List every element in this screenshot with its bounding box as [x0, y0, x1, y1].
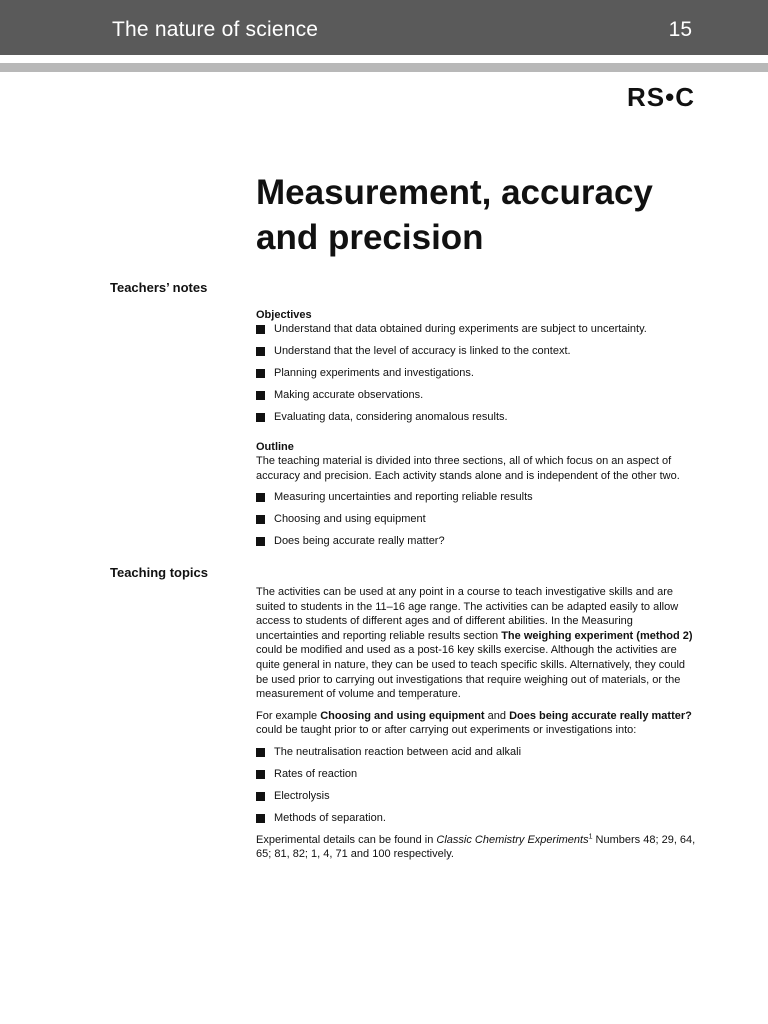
- teaching-topics-para-3: Experimental details can be found in Classic Chemistry Experiments$^1$ Numbers 48; 29, 64, 65; 81, 82; 1, 4, 71 and 100 respectively.: [256, 832, 696, 861]
- bullet-square-icon: [256, 537, 265, 546]
- rsc-logo: RS•C: [627, 82, 695, 112]
- list-item: Electrolysis: [256, 789, 696, 804]
- title-line-1: Measurement, accuracy: [256, 173, 653, 212]
- list-item: Does being accurate really matter?: [256, 534, 696, 549]
- objectives-section: [256, 308, 696, 431]
- objectives-heading: Objectives: [256, 309, 312, 321]
- list-item: Planning experiments and investigations.: [256, 366, 696, 381]
- teaching-topics-para-2: For example Choosing and using equipment and Does being accurate really matter? could be taught prior to or after carrying out experiments or investigations into:: [256, 709, 692, 737]
- chapter-title: The nature of science: [112, 18, 319, 41]
- objectives-list: [256, 322, 696, 424]
- list-item: Rates of reaction: [256, 767, 696, 782]
- teachers-notes-heading: Teachers’ notes: [110, 280, 208, 295]
- bullet-square-icon: [256, 770, 265, 779]
- outline-list: [256, 490, 696, 548]
- title-line-2: and precision: [256, 218, 484, 257]
- list-item: Methods of separation.: [256, 811, 696, 826]
- page-number: 15: [668, 18, 692, 41]
- bullet-square-icon: [256, 515, 265, 524]
- topics-list: [256, 745, 696, 825]
- bullet-square-icon: [256, 391, 265, 400]
- bullet-square-icon: [256, 369, 265, 378]
- bullet-square-icon: [256, 413, 265, 422]
- outline-section: [256, 440, 696, 556]
- outline-text: The teaching material is divided into three sections, all of which focus on an aspect of accuracy and precision. Each activity stands alone and is independent of the other two.: [256, 455, 680, 482]
- bullet-square-icon: [256, 792, 265, 801]
- list-item: The neutralisation reaction between acid and alkali: [256, 745, 696, 760]
- list-item: Choosing and using equipment: [256, 512, 696, 527]
- list-item: Evaluating data, considering anomalous results.: [256, 410, 696, 425]
- list-item: Measuring uncertainties and reporting reliable results: [256, 490, 696, 505]
- bullet-square-icon: [256, 493, 265, 502]
- list-item: Understand that data obtained during experiments are subject to uncertainty.: [256, 322, 696, 337]
- teaching-topics-para-1: The activities can be used at any point in a course to teach investigative skills and are suited to students in the 11–16 age range. The activities can be adapted easily to allow access to students of different ages and of different abilities. In the Measuring uncertainties and reporting reliable results section The weighing experiment (method 2) could be modified and used as a post-16 key skills exercise. Although the activities are quite general in nature, they can be used to teach specific skills. Alternatively, they could be used prior to carrying out investigations that require weighing out of materials, or the measurement of volume and temperature.: [256, 586, 693, 701]
- bullet-square-icon: [256, 325, 265, 334]
- outline-heading: Outline: [256, 441, 294, 453]
- teaching-topics-section: [256, 585, 696, 862]
- page-title: [256, 170, 716, 260]
- bullet-square-icon: [256, 814, 265, 823]
- bullet-square-icon: [256, 347, 265, 356]
- bullet-square-icon: [256, 748, 265, 757]
- teaching-topics-heading: Teaching topics: [110, 565, 208, 580]
- running-header: [0, 0, 768, 55]
- list-item: Making accurate observations.: [256, 388, 696, 403]
- list-item: Understand that the level of accuracy is linked to the context.: [256, 344, 696, 359]
- header-rule: [0, 63, 768, 72]
